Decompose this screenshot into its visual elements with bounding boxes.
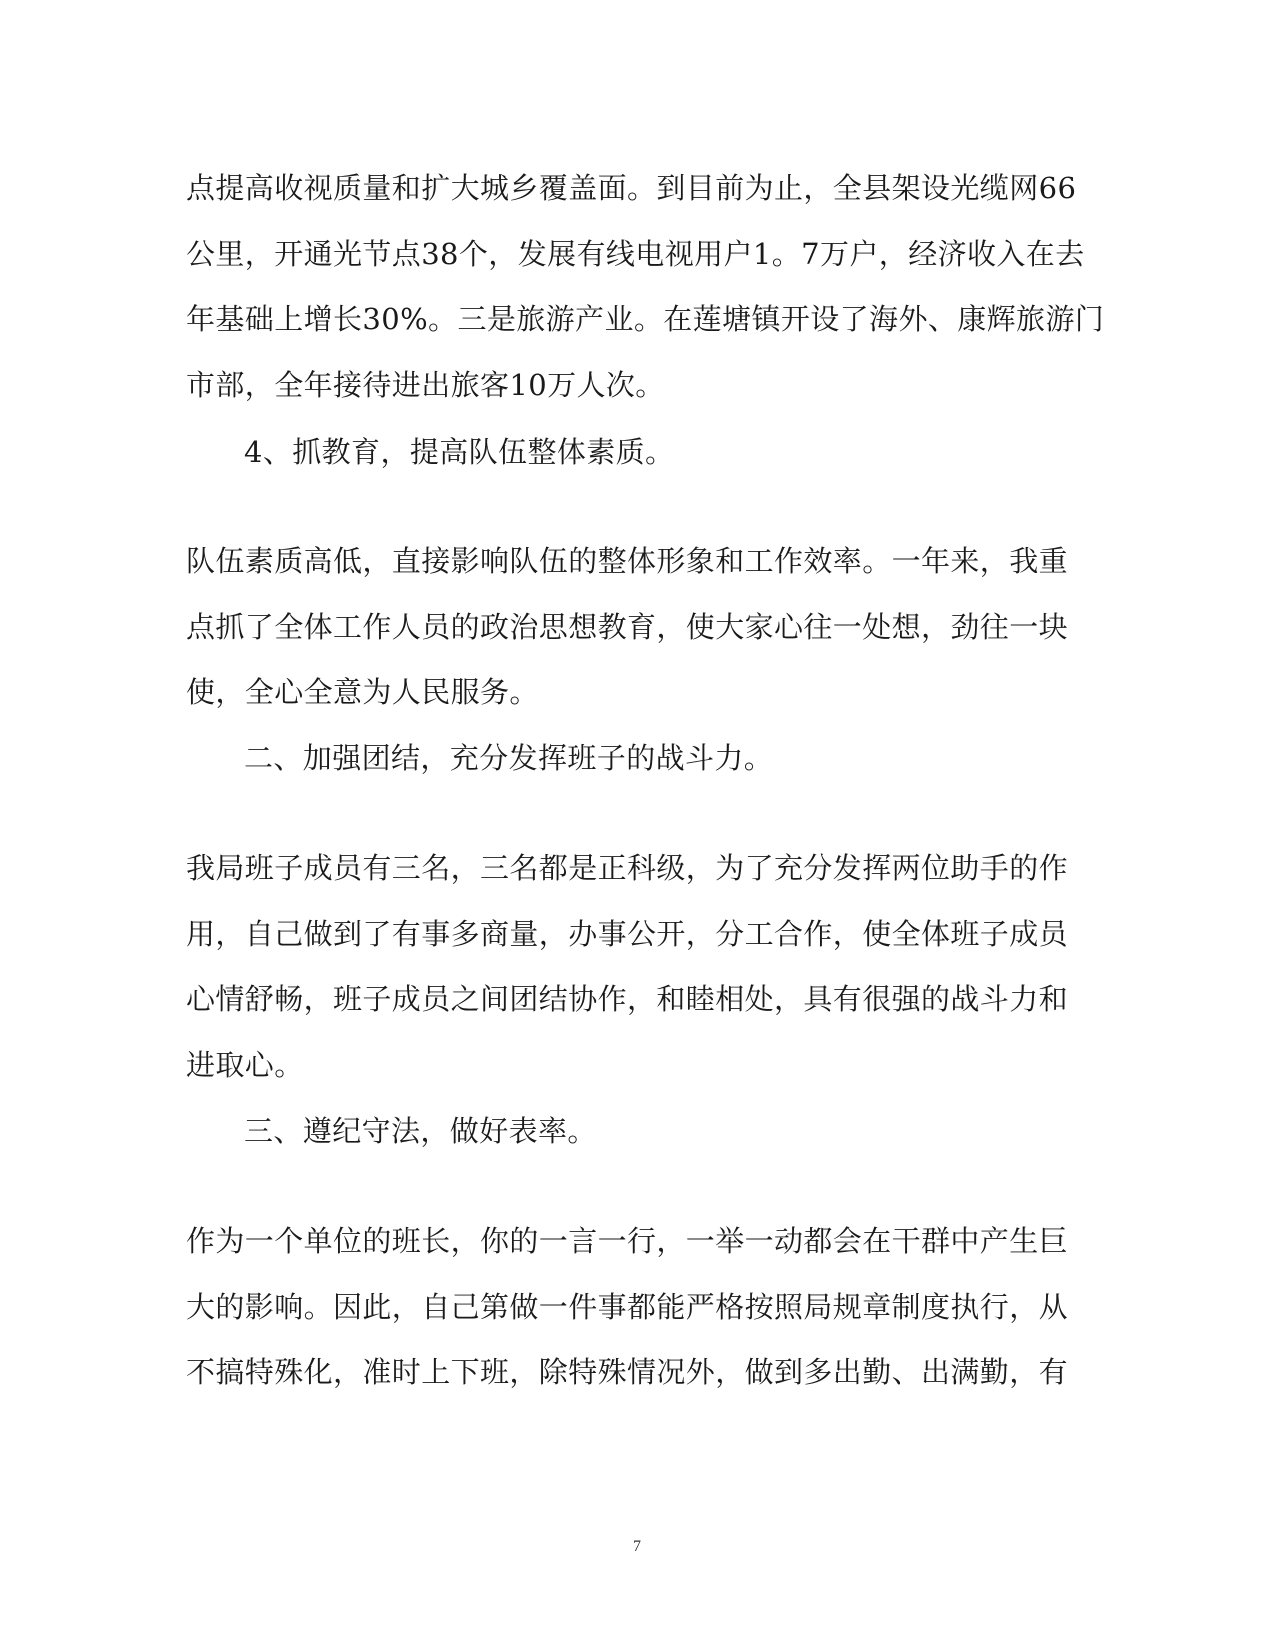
paragraph-4-line-1: 作为一个单位的班长，你的一言一行，一举一动都会在干群中产生巨 [186, 1224, 1069, 1258]
section-heading-education: 4、抓教育，提高队伍整体素质。 [244, 435, 675, 469]
paragraph-4-line-2: 大的影响。因此，自己第做一件事都能严格按照局规章制度执行，从 [186, 1290, 1069, 1324]
paragraph-1-line-2: 公里，开通光节点38个，发展有线电视用户1。7万户，经济收入在去 [186, 237, 1085, 271]
paragraph-2-line-3: 使，全心全意为人民服务。 [186, 675, 539, 709]
paragraph-3-line-1: 我局班子成员有三名，三名都是正科级，为了充分发挥两位助手的作 [186, 851, 1069, 885]
paragraph-2-line-1: 队伍素质高低，直接影响队伍的整体形象和工作效率。一年来，我重 [186, 544, 1069, 578]
paragraph-1-line-4: 市部，全年接待进出旅客10万人次。 [186, 368, 665, 402]
paragraph-1-line-1: 点提高收视质量和扩大城乡覆盖面。到目前为止，全县架设光缆网66 [186, 171, 1077, 205]
paragraph-2-line-2: 点抓了全体工作人员的政治思想教育，使大家心往一处想，劲往一块 [186, 610, 1069, 644]
paragraph-4-line-3: 不搞特殊化，准时上下班，除特殊情况外，做到多出勤、出满勤，有 [186, 1355, 1069, 1389]
section-heading-discipline: 三、遵纪守法，做好表率。 [244, 1114, 597, 1148]
paragraph-3-line-4: 进取心。 [186, 1048, 304, 1082]
paragraph-3-line-3: 心情舒畅，班子成员之间团结协作，和睦相处，具有很强的战斗力和 [186, 982, 1069, 1016]
section-heading-unity: 二、加强团结，充分发挥班子的战斗力。 [244, 741, 774, 775]
paragraph-1-line-3: 年基础上增长30%。三是旅游产业。在莲塘镇开设了海外、康辉旅游门 [186, 302, 1105, 336]
paragraph-3-line-2: 用，自己做到了有事多商量，办事公开，分工合作，使全体班子成员 [186, 917, 1069, 951]
page-number: 7 [633, 1538, 641, 1555]
